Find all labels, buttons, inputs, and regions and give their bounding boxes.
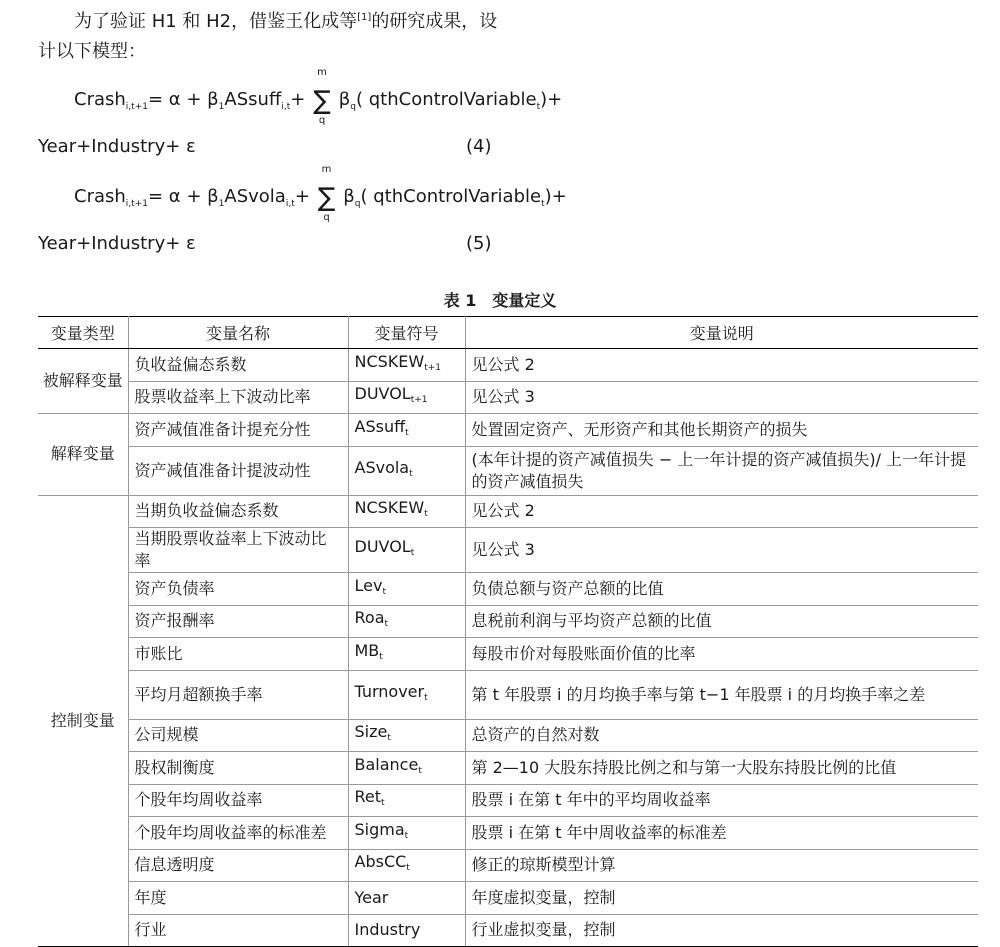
eq-beta-q: β [343,186,355,207]
intro-line-2: 计以下模型： [38,41,146,62]
table-row [38,638,978,671]
variable-description-cell: 见公式 2 [465,349,978,382]
header-symbol: 变量符号 [348,317,465,349]
variable-symbol-cell [348,719,465,752]
variable-definition-table [38,316,978,947]
table-row [38,914,978,947]
intro-line-1 [38,2,497,38]
symbol-text: NCSKEW [354,351,425,371]
symbol-subscript: t [410,548,415,558]
table-row [38,670,978,719]
variable-name-cell: 资产报酬率 [128,605,348,638]
variable-symbol-cell [348,381,465,414]
variable-symbol-cell [348,528,465,573]
eq-control: ( qthControlVariable [356,89,537,110]
variable-symbol-cell [348,752,465,785]
intro-text-end: 的研究成果，设 [371,11,498,32]
variable-type-cell: 被解释变量 [38,349,128,414]
eq-var-sub: i,t [285,199,295,209]
variable-symbol-cell [348,849,465,882]
symbol-text: Industry [354,920,421,940]
variable-symbol-cell [348,670,465,719]
symbol-text: AbsCC [354,852,407,872]
eq-beta-q: β [338,89,351,110]
equation-5 [74,164,567,223]
variable-description-cell: 见公式 3 [465,381,978,414]
eq-beta-sub: 1 [218,102,225,112]
eq-control-sub: t [536,102,541,112]
table-row [38,784,978,817]
symbol-subscript: t [405,427,409,438]
eq-var: ASvola [224,186,286,207]
sum-lower: q [318,115,326,126]
table-row [38,495,978,528]
variable-name-cell: 行业 [128,914,348,947]
eq-mid: = α + β [147,89,219,110]
variable-name-cell: 资产减值准备计提充分性 [128,414,348,447]
variable-symbol-cell [348,882,465,915]
variable-name-cell: 个股年均周收益率的标准差 [128,817,348,850]
variable-description-cell: 股票 i 在第 t 年中的平均周收益率 [465,784,978,817]
variable-name-cell: 市账比 [128,638,348,671]
symbol-text: DUVOL [354,384,411,404]
eq-lhs-sub: i,t+1 [125,102,148,112]
table-row [38,528,978,573]
symbol-text: Lev [354,575,383,595]
table-row [38,573,978,606]
symbol-subscript: t [409,468,413,479]
citation-ref: [1] [357,12,372,23]
symbol-text: MB [354,640,380,660]
eq-var-sub: i,t [281,102,291,112]
sum-lower: q [323,212,330,223]
variable-name-cell: 信息透明度 [128,849,348,882]
symbol-text: ASsuff [354,416,406,436]
table-row [38,849,978,882]
variable-symbol-cell [348,605,465,638]
variable-symbol-cell [348,817,465,850]
symbol-subscript: t [424,509,428,520]
variable-description-cell: 总资产的自然对数 [465,719,978,752]
sum-upper: m [317,67,327,78]
variable-symbol-cell [348,446,465,495]
symbol-subscript: t [382,586,386,597]
eq-beta-q-sub: q [354,199,361,209]
variable-description-cell: 第 t 年股票 i 的月均换手率与第 t−1 年股票 i 的月均换手率之差 [465,670,978,719]
eq-beta-sub: 1 [218,199,225,209]
variable-description-cell: 处置固定资产、无形资产和其他长期资产的损失 [465,414,978,447]
variable-name-cell: 当期股票收益率上下波动比率 [128,528,348,573]
variable-description-cell: 负债总额与资产总额的比值 [465,573,978,606]
variable-symbol-cell [348,349,465,382]
variable-type-cell: 解释变量 [38,414,128,496]
intro-text: 为了验证 H1 和 H2，借鉴王化成等 [74,11,358,32]
symbol-text: NCSKEW [354,498,425,518]
variable-symbol-cell [348,638,465,671]
equation-5-number: (5) [466,233,492,254]
variable-type-cell: 控制变量 [38,495,128,947]
symbol-subscript: t+1 [410,395,428,406]
variable-description-cell: 修正的琼斯模型计算 [465,849,978,882]
eq-lhs: Crash [74,89,126,110]
summation-symbol: ∑ m q [316,185,338,211]
eq-mid: = α + β [147,186,219,207]
header-description: 变量说明 [465,317,978,349]
variable-symbol-cell [348,573,465,606]
variable-symbol-cell [348,784,465,817]
variable-description-cell: 每股市价对每股账面价值的比率 [465,638,978,671]
summation-symbol: ∑ m q [311,88,333,114]
symbol-subscript: t+1 [424,362,442,373]
eq-control-end: )+ [540,89,563,110]
variable-name-cell: 负收益偏态系数 [128,349,348,382]
symbol-subscript: t [384,619,389,630]
variable-name-cell: 股票收益率上下波动比率 [128,381,348,414]
symbol-text: ASvola [354,457,410,477]
variable-name-cell: 年度 [128,882,348,915]
table-row [38,446,978,495]
table-row [38,882,978,915]
variable-description-cell: 行业虚拟变量，控制 [465,914,978,947]
symbol-subscript: t [387,733,391,744]
table-row [38,349,978,382]
eq-beta-q-sub: q [350,102,356,112]
variable-description-cell: 股票 i 在第 t 年中周收益率的标准差 [465,817,978,850]
eq-control: ( qthControlVariable [360,186,542,207]
eq-control-sub: t [541,199,545,209]
table-header-row [38,317,978,349]
variable-name-cell: 资产减值准备计提波动性 [128,446,348,495]
variable-symbol-cell [348,414,465,447]
variable-symbol-cell [348,914,465,947]
variable-description-cell: 见公式 2 [465,495,978,528]
variable-description-cell: (本年计提的资产减值损失 − 上一年计提的资产减值损失)/ 上一年计提的资产减值损失 [465,446,978,495]
table-row [38,605,978,638]
variable-description-cell: 息税前利润与平均资产总额的比值 [465,605,978,638]
symbol-text: Ret [354,787,382,807]
symbol-text: Year [354,887,389,907]
variable-name-cell: 当期负收益偏态系数 [128,495,348,528]
symbol-subscript: t [404,830,409,841]
eq-lhs-sub: i,t+1 [125,199,148,209]
variable-name-cell: 平均月超额换手率 [128,670,348,719]
eq-plus: + [294,186,310,207]
symbol-text: Size [354,722,388,742]
variable-description-cell: 见公式 3 [465,528,978,573]
variable-name-cell: 股权制衡度 [128,752,348,785]
variable-name-cell: 资产负债率 [128,573,348,606]
eq-var: ASsuff [224,89,282,110]
equation-4-number: (4) [466,136,492,157]
variable-name-cell: 个股年均周收益率 [128,784,348,817]
eq-lhs: Crash [74,186,126,207]
symbol-subscript: t [379,651,383,662]
table-row [38,414,978,447]
symbol-text: DUVOL [354,537,411,556]
symbol-subscript: t [418,765,422,776]
symbol-subscript: t [424,692,428,703]
symbol-subscript: t [406,863,410,874]
table-caption: 表 1 变量定义 [443,291,557,310]
eq-control-end: )+ [544,186,567,207]
symbol-text: Roa [354,608,385,628]
symbol-text: Balance [354,754,419,774]
symbol-text: Sigma [354,819,405,839]
sum-upper: m [321,164,332,175]
header-name: 变量名称 [128,317,348,349]
eq-plus: + [290,89,306,110]
table-row [38,381,978,414]
equation-5-line2: Year+Industry+ ε [38,233,196,254]
symbol-text: Turnover [354,681,425,701]
variable-symbol-cell [348,495,465,528]
table-row [38,752,978,785]
variable-description-cell: 第 2—10 大股东持股比例之和与第一大股东持股比例的比值 [465,752,978,785]
table-row [38,719,978,752]
symbol-subscript: t [381,798,385,809]
equation-4-line2: Year+Industry+ ε [38,136,196,157]
variable-description-cell: 年度虚拟变量，控制 [465,882,978,915]
header-type: 变量类型 [38,317,128,349]
table-row [38,817,978,850]
variable-name-cell: 公司规模 [128,719,348,752]
equation-4 [74,67,563,126]
